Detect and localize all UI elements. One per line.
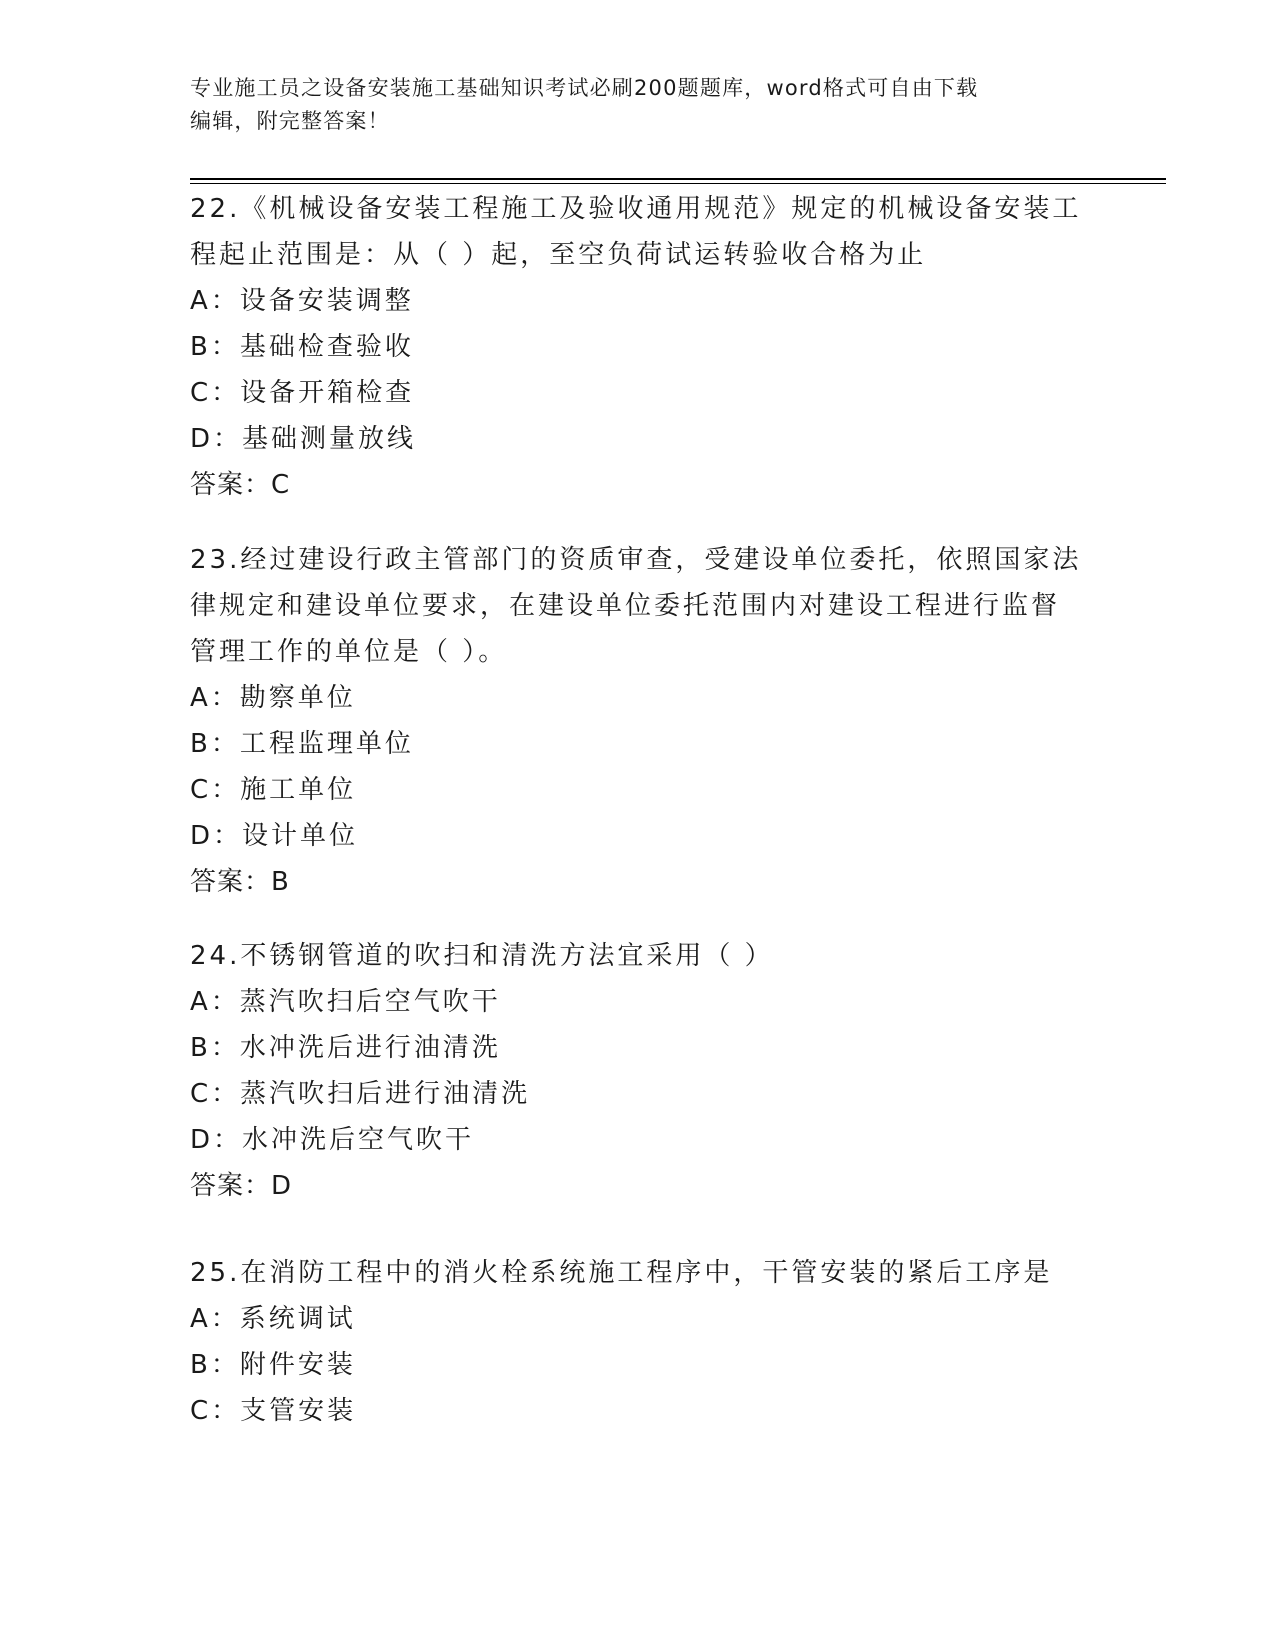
answer-line: 答案：C	[190, 470, 291, 500]
option-c: C：蒸汽吹扫后进行油清洗	[190, 1079, 531, 1109]
option-c: C：支管安装	[190, 1396, 357, 1426]
option-b: B：工程监理单位	[190, 729, 414, 759]
answer-line: 答案：D	[190, 1171, 293, 1201]
question-22	[190, 186, 1090, 508]
answer-line: 答案：B	[190, 867, 290, 897]
option-d: D：水冲洗后空气吹干	[190, 1125, 475, 1155]
option-c: C：施工单位	[190, 775, 357, 805]
question-text-line: 22.《机械设备安装工程施工及验收通用规范》规定的机械设备安装工	[190, 194, 1082, 224]
option-c: C：设备开箱检查	[190, 378, 415, 408]
question-text-line: 律规定和建设单位要求，在建设单位委托范围内对建设工程进行监督	[190, 591, 1061, 621]
option-b: B：水冲洗后进行油清洗	[190, 1033, 501, 1063]
question-text-line: 程起止范围是：从（ ）起，至空负荷试运转验收合格为止	[190, 240, 927, 270]
question-text-line: 25.在消防工程中的消火栓系统施工程序中，干管安装的紧后工序是	[190, 1258, 1053, 1288]
question-text-line: 24.不锈钢管道的吹扫和清洗方法宜采用（ ）	[190, 941, 774, 971]
question-text-line: 管理工作的单位是（ ）。	[190, 637, 508, 667]
question-24	[190, 933, 1090, 1209]
document-header	[190, 72, 1090, 138]
question-23	[190, 537, 1090, 905]
header-rule-thin	[190, 183, 1166, 184]
option-a: A：设备安装调整	[190, 286, 414, 316]
option-b: B：附件安装	[190, 1350, 356, 1380]
header-rule-thick	[190, 178, 1166, 180]
question-25	[190, 1250, 1090, 1434]
option-d: D：基础测量放线	[190, 424, 417, 454]
header-line-1: 专业施工员之设备安装施工基础知识考试必刷200题题库，word格式可自由下载	[190, 76, 979, 100]
option-a: A：蒸汽吹扫后空气吹干	[190, 987, 501, 1017]
header-line-2: 编辑，附完整答案！	[190, 109, 390, 133]
option-a: A：系统调试	[190, 1304, 356, 1334]
option-d: D：设计单位	[190, 821, 359, 851]
question-text-line: 23.经过建设行政主管部门的资质审查，受建设单位委托，依照国家法	[190, 545, 1082, 575]
option-b: B：基础检查验收	[190, 332, 414, 362]
option-a: A：勘察单位	[190, 683, 356, 713]
